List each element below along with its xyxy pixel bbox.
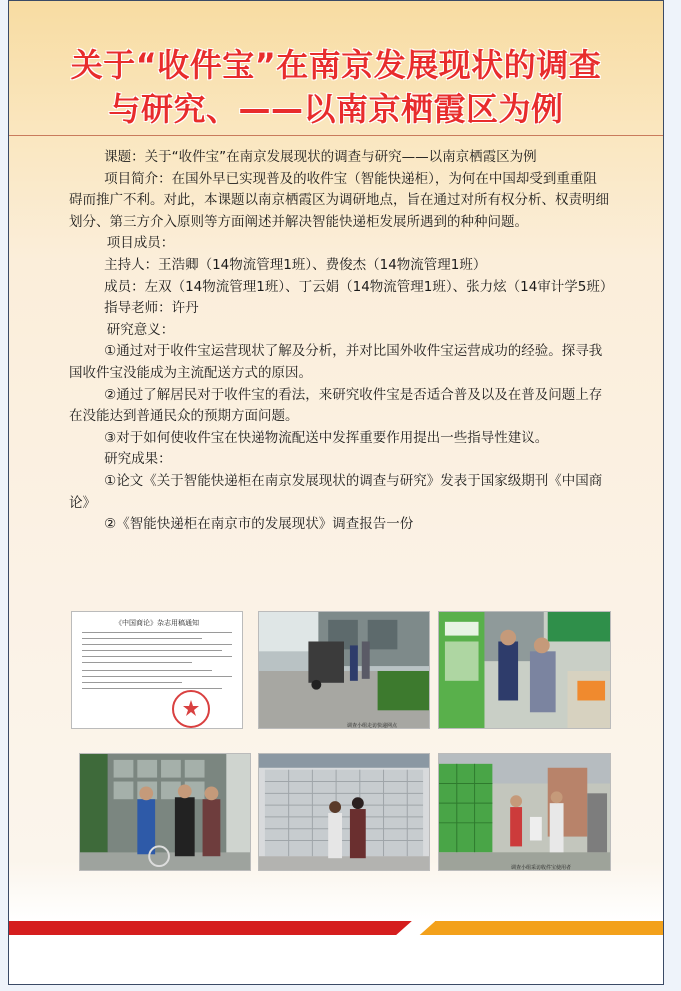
significance-label: 研究意义： <box>106 321 175 338</box>
results-label: 研究成果： <box>104 451 172 468</box>
significance-2: ②通过了解居民对于收件宝的看法，来研究收件宝是否适合普及以及在普及问题上存在没能达到普通民众的预期方面问题。 <box>69 386 603 425</box>
body-text <box>69 147 614 536</box>
poster-title-line-2: 与研究、——以南京栖霞区为例 <box>108 90 564 128</box>
host-text: 主持人：王浩卿（14物流管理1班）、费俊杰（14物流管理1班） <box>104 256 487 273</box>
result-1: ①论文《关于智能快递柜在南京发展现状的调查与研究》发表于国家级期刊《中国商论》 <box>69 472 603 511</box>
result-2: ②《智能快递柜在南京市的发展现状》调查报告一份 <box>104 516 414 533</box>
advisor-text: 指导老师：许丹 <box>104 300 199 317</box>
footer-stripe-orange <box>401 921 663 935</box>
significance-3: ③对于如何使收件宝在快递物流配送中发挥重要作用提出一些指导性建议。 <box>104 429 549 446</box>
notice-title: 《中国商论》杂志用稿通知 <box>115 619 199 627</box>
locker-interview-photo-1 <box>438 611 611 729</box>
members-text: 成员：左双（14物流管理1班）、丁云娟（14物流管理1班）、张力炫（14审计学5班） <box>104 278 614 295</box>
poster-title-line-1: 关于“收件宝”在南京发展现状的调查 <box>70 46 602 84</box>
locker-students-photo <box>79 753 251 871</box>
red-seal-icon <box>170 688 212 729</box>
delivery-outlet-photo <box>258 611 430 729</box>
intro-text: 项目简介：在国外早已实现普及的收件宝（智能快递柜），为何在中国却受到重重阻碍而推广不利。对此，本课题以南京栖霞区为调研地点，旨在通过对所有权分析、权责明细划分、第三方介入原则等方面阐述并解决智能快递柜发展所遇到的种种问题。 <box>69 170 609 230</box>
photo-caption-2: 调查小组采访收件宝使用者 <box>511 865 572 871</box>
footer-stripe-red <box>9 921 441 935</box>
members-label: 项目成员： <box>106 235 175 252</box>
photo-caption-1: 调查小组走访快递网点 <box>347 723 398 729</box>
photo-grid <box>71 611 611 871</box>
topic-text: 课题：关于“收件宝”在南京发展现状的调查与研究——以南京栖霞区为例 <box>104 149 537 165</box>
publication-notice-photo <box>71 611 243 729</box>
significance-1: ①通过对于收件宝运营现状了解及分析，并对比国外收件宝运营成功的经验。探寻我国收件宝没能成为主流配送方式的原因。 <box>69 343 603 381</box>
title-banner <box>9 1 663 136</box>
poster <box>8 0 664 985</box>
indoor-locker-photo <box>258 753 430 871</box>
locker-interview-photo-2 <box>438 753 611 871</box>
